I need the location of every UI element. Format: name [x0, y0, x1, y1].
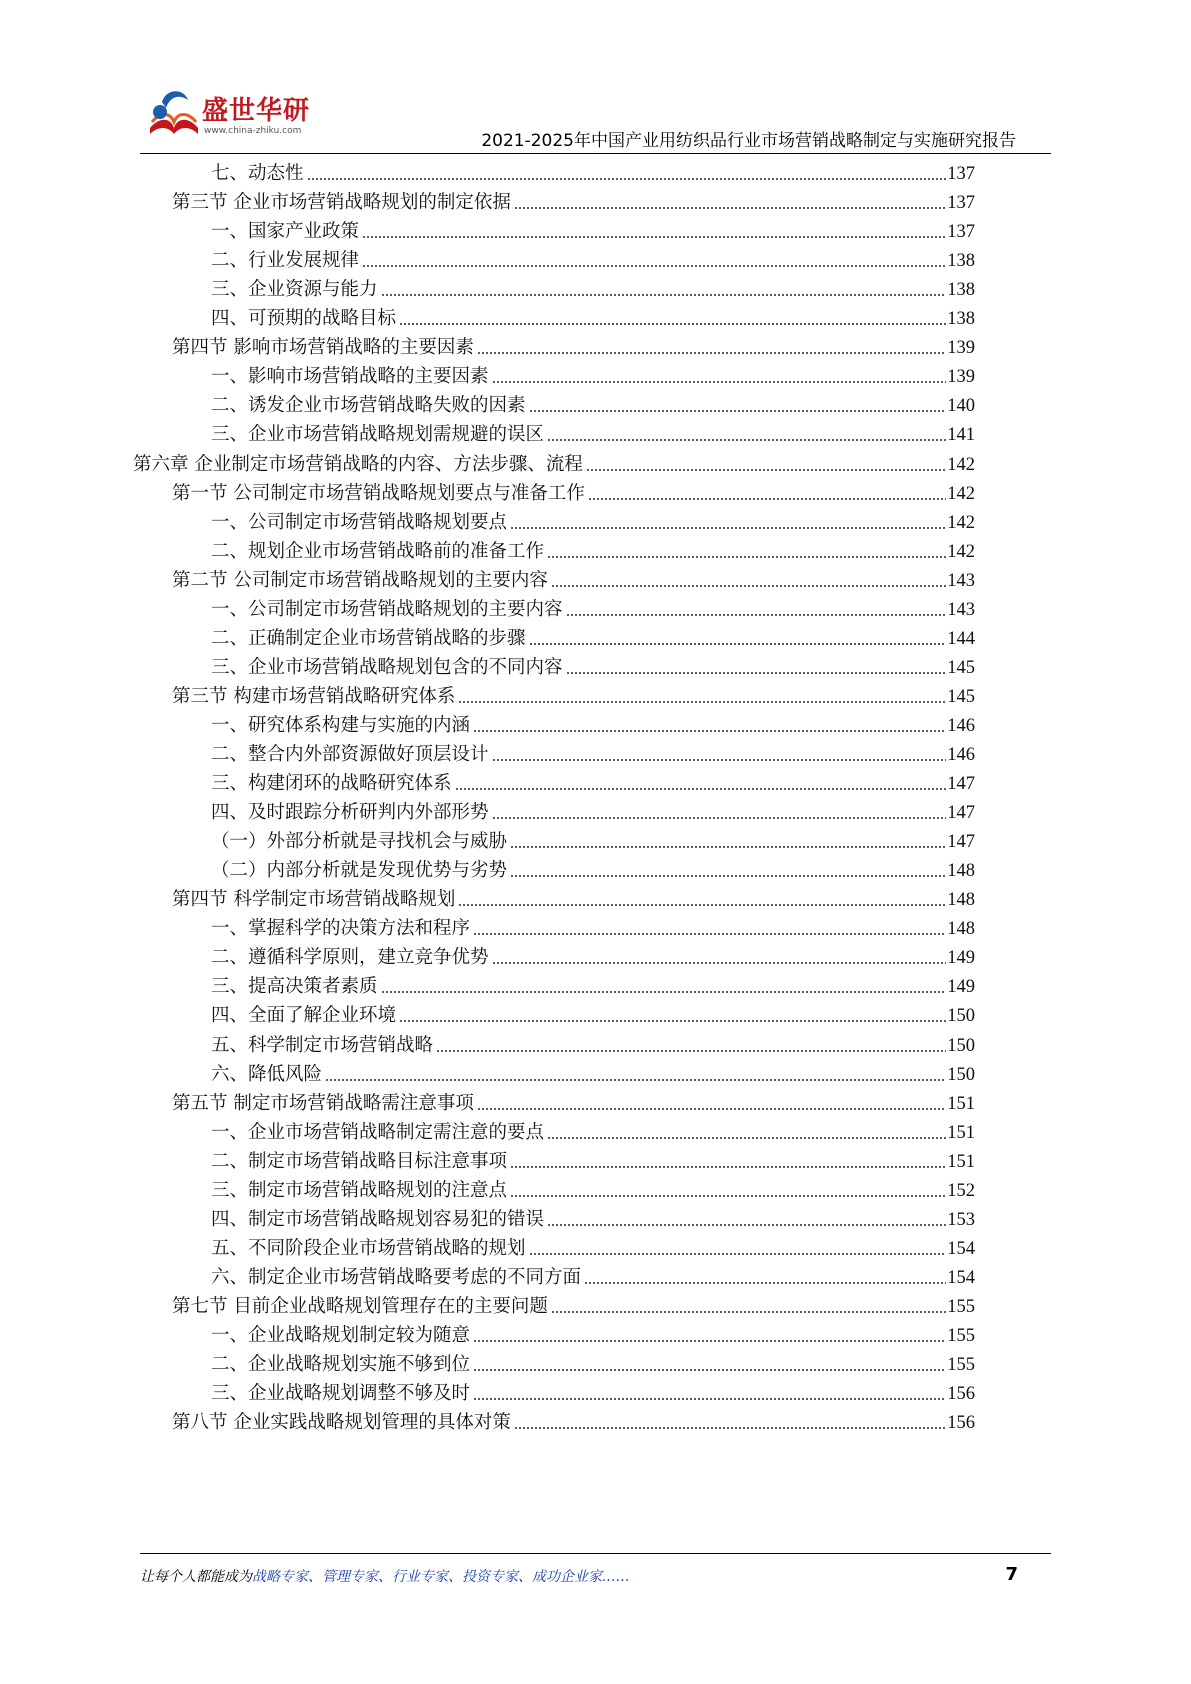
toc-entry-title: 第三节 企业市场营销战略规划的制定依据 [172, 192, 511, 214]
toc-dot-leader [381, 986, 947, 994]
toc-entry-page: 147 [947, 803, 975, 824]
toc-entry-page: 146 [947, 745, 975, 765]
toc-entry-page: 151 [947, 1093, 975, 1114]
toc-dot-leader [584, 1277, 946, 1285]
toc-dot-leader [458, 899, 946, 907]
toc-entry[interactable] [172, 333, 975, 363]
toc-entry[interactable] [133, 450, 975, 480]
toc-entry-page: 139 [947, 367, 975, 388]
toc-entry[interactable] [211, 914, 975, 944]
toc-entry[interactable] [211, 217, 975, 247]
toc-entry[interactable] [172, 885, 975, 915]
toc-entry-page: 138 [947, 280, 975, 301]
toc-entry-page: 145 [947, 686, 975, 707]
toc-entry-title: 三、提高决策者素质 [211, 976, 378, 998]
toc-entry-title: 二、规划企业市场营销战略前的准备工作 [211, 540, 545, 562]
toc-entry[interactable] [172, 1292, 975, 1322]
logo-name: 盛世华研 [202, 96, 311, 126]
toc-entry-page: 149 [947, 948, 975, 969]
toc-entry[interactable] [172, 1089, 975, 1119]
toc-entry[interactable] [211, 1060, 975, 1090]
toc-entry-title: 第八节 企业实践战略规划管理的具体对策 [172, 1412, 511, 1434]
toc-entry[interactable] [211, 275, 975, 305]
toc-entry-page: 138 [947, 251, 975, 272]
toc-entry[interactable] [211, 827, 975, 857]
toc-entry-title: 三、企业市场营销战略规划需规避的误区 [211, 424, 545, 446]
toc-entry-page: 146 [947, 715, 975, 736]
toc-dot-leader [492, 376, 947, 384]
toc-entry[interactable] [211, 1321, 975, 1351]
toc-entry[interactable] [211, 1234, 975, 1264]
toc-entry[interactable] [211, 391, 975, 421]
toc-entry-page: 155 [947, 1326, 975, 1346]
toc-entry-title: 一、掌握科学的决策方法和程序 [211, 918, 471, 940]
toc-entry-page: 153 [947, 1209, 975, 1230]
toc-entry-page: 143 [947, 599, 975, 620]
toc-entry-title: 七、动态性 [211, 163, 304, 184]
toc-entry-page: 142 [947, 483, 975, 504]
toc-dot-leader [510, 870, 946, 878]
toc-dot-leader [473, 1335, 946, 1343]
toc-dot-leader [473, 1364, 946, 1372]
toc-entry[interactable] [172, 1408, 975, 1438]
toc-dot-leader [547, 1219, 946, 1227]
toc-dot-leader [551, 580, 946, 588]
toc-dot-leader [514, 1422, 946, 1430]
toc-entry-title: 五、不同阶段企业市场营销战略的规划 [211, 1237, 526, 1259]
toc-dot-leader [458, 696, 946, 704]
logo-url: www.china-zhiku.com [204, 126, 302, 136]
toc-entry-title: 第一节 公司制定市场营销战略规划要点与准备工作 [172, 482, 585, 504]
toc-entry-title: （一）外部分析就是寻找机会与威胁 [211, 831, 508, 853]
toc-entry-page: 155 [947, 1296, 975, 1317]
toc-entry[interactable] [211, 1031, 975, 1061]
toc-entry[interactable] [211, 420, 975, 450]
toc-entry-title: 二、制定市场营销战略目标注意事项 [211, 1150, 508, 1172]
toc-entry-title: 四、全面了解企业环境 [211, 1005, 397, 1027]
toc-entry-title: 三、制定市场营销战略规划的注意点 [211, 1179, 508, 1201]
toc-entry-title: 四、制定市场营销战略规划容易犯的错误 [211, 1208, 545, 1230]
toc-dot-leader [529, 1248, 947, 1256]
toc-entry-page: 142 [947, 512, 975, 533]
toc-dot-leader [566, 667, 947, 675]
toc-entry-page: 145 [947, 657, 975, 678]
toc-entry-title: 第二节 公司制定市场营销战略规划的主要内容 [172, 569, 548, 591]
toc-entry-page: 148 [947, 890, 975, 911]
toc-entry-title: 六、制定企业市场营销战略要考虑的不同方面 [211, 1266, 582, 1288]
toc-entry-title: 三、企业战略规划调整不够及时 [211, 1383, 471, 1405]
footer-slogan [140, 1566, 630, 1586]
toc-entry-page: 150 [947, 1006, 975, 1027]
toc-entry[interactable] [211, 1147, 975, 1177]
toc-entry[interactable] [211, 1205, 975, 1235]
toc-entry[interactable] [211, 537, 975, 567]
toc-entry-page: 156 [947, 1384, 975, 1405]
toc-dot-leader [492, 957, 947, 965]
toc-dot-leader [551, 1306, 946, 1314]
toc-dot-leader [510, 1190, 946, 1198]
book-logo-icon [140, 82, 204, 146]
toc-entry-title: 一、企业战略规划制定较为随意 [211, 1325, 471, 1346]
toc-entry-page: 139 [947, 338, 975, 359]
toc-entry-page: 151 [947, 1122, 975, 1143]
toc-dot-leader [510, 841, 946, 849]
toc-entry-page: 154 [947, 1238, 975, 1259]
toc-entry[interactable] [211, 159, 975, 189]
toc-entry-page: 137 [947, 193, 975, 214]
toc-entry-title: 二、遵循科学原则，建立竞争优势 [211, 947, 489, 969]
toc-dot-leader [529, 405, 947, 413]
toc-entry-page: 151 [947, 1151, 975, 1172]
toc-entry-title: 第七节 目前企业战略规划管理存在的主要问题 [172, 1295, 548, 1317]
toc-entry[interactable] [172, 682, 975, 712]
toc-dot-leader [510, 1161, 946, 1169]
toc-dot-leader [566, 609, 947, 617]
toc-entry-page: 155 [947, 1355, 975, 1376]
toc-entry-title: 一、企业市场营销战略制定需注意的要点 [211, 1121, 545, 1143]
toc-entry-title: 三、企业市场营销战略规划包含的不同内容 [211, 656, 563, 678]
toc-entry[interactable] [211, 711, 975, 741]
toc-dot-leader [325, 1074, 946, 1082]
toc-entry[interactable] [172, 479, 975, 509]
company-logo [140, 82, 310, 152]
toc-entry-title: 第五节 制定市场营销战略需注意事项 [172, 1092, 474, 1114]
toc-dot-leader [547, 551, 946, 559]
toc-entry-title: 二、诱发企业市场营销战略失败的因素 [211, 395, 526, 417]
toc-entry[interactable] [211, 798, 975, 828]
toc-entry-title: 二、行业发展规律 [211, 250, 360, 272]
toc-entry-title: 一、国家产业政策 [211, 221, 360, 243]
toc-entry[interactable] [211, 972, 975, 1002]
toc-dot-leader [492, 754, 947, 762]
toc-entry[interactable] [211, 1118, 975, 1148]
toc-entry-page: 143 [947, 570, 975, 591]
toc-entry[interactable] [211, 856, 975, 886]
toc-entry-page: 150 [947, 1064, 975, 1085]
toc-entry-title: 二、整合内外部资源做好顶层设计 [211, 744, 489, 765]
toc-dot-leader [473, 725, 946, 733]
report-title: 2021-2025年中国产业用纺织品行业市场营销战略制定与实施研究报告 [481, 131, 1016, 151]
page-number: 7 [1005, 1564, 1018, 1585]
toc-entry-page: 148 [947, 919, 975, 940]
toc-entry-title: 第三节 构建市场营销战略研究体系 [172, 685, 456, 707]
page-header [0, 0, 1191, 150]
toc-entry-page: 147 [947, 774, 975, 795]
toc-dot-leader [399, 1015, 946, 1023]
toc-entry-title: 四、及时跟踪分析研判内外部形势 [211, 802, 489, 824]
toc-entry-title: （二）内部分析就是发现优势与劣势 [211, 860, 508, 882]
toc-entry-page: 156 [947, 1413, 975, 1434]
toc-entry-title: 一、影响市场营销战略的主要因素 [211, 366, 489, 388]
toc-entry[interactable] [211, 943, 975, 973]
toc-entry[interactable] [211, 769, 975, 799]
toc-dot-leader [588, 493, 946, 501]
toc-dot-leader [477, 1103, 946, 1111]
toc-entry[interactable] [172, 566, 975, 596]
toc-entry-title: 四、可预期的战略目标 [211, 308, 397, 330]
toc-entry-page: 148 [947, 861, 975, 882]
toc-entry[interactable] [211, 1379, 975, 1409]
toc-dot-leader [362, 231, 946, 239]
toc-entry[interactable] [211, 1176, 975, 1206]
toc-dot-leader [307, 173, 947, 181]
toc-entry[interactable] [211, 1263, 975, 1293]
toc-entry-title: 六、降低风险 [211, 1063, 323, 1085]
toc-entry-page: 137 [947, 164, 975, 184]
toc-dot-leader [547, 1132, 946, 1140]
header-divider [140, 153, 1051, 154]
toc-dot-leader [510, 522, 946, 530]
toc-entry[interactable] [211, 508, 975, 538]
toc-entry-page: 138 [947, 309, 975, 330]
toc-entry-page: 147 [947, 832, 975, 853]
toc-entry-page: 152 [947, 1180, 975, 1201]
toc-entry-page: 137 [947, 222, 975, 243]
toc-entry-page: 142 [947, 541, 975, 562]
toc-entry[interactable] [211, 595, 975, 625]
toc-entry-title: 三、企业资源与能力 [211, 279, 378, 301]
toc-entry[interactable] [211, 624, 975, 654]
toc-entry[interactable] [211, 304, 975, 334]
toc-entry-title: 五、科学制定市场营销战略 [211, 1034, 434, 1056]
toc-entry-title: 一、研究体系构建与实施的内涵 [211, 714, 471, 736]
toc-dot-leader [399, 318, 946, 326]
footer-slogan-prefix: 让每个人都能成为 [140, 1569, 252, 1585]
toc-entry[interactable] [211, 740, 975, 770]
toc-entry[interactable] [211, 1001, 975, 1031]
toc-entry-page: 140 [947, 396, 975, 417]
toc-entry-page: 144 [947, 628, 975, 649]
toc-dot-leader [586, 464, 946, 472]
toc-entry-title: 第四节 科学制定市场营销战略规划 [172, 889, 456, 911]
toc-entry-title: 二、正确制定企业市场营销战略的步骤 [211, 627, 526, 649]
toc-entry-page: 154 [947, 1267, 975, 1288]
toc-entry[interactable] [172, 188, 975, 218]
toc-entry-page: 141 [947, 425, 975, 446]
toc-dot-leader [473, 928, 946, 936]
toc-entry-page: 149 [947, 977, 975, 998]
toc-dot-leader [381, 289, 947, 297]
toc-dot-leader [547, 434, 946, 442]
footer-divider [140, 1553, 1051, 1554]
toc-entry-title: 一、公司制定市场营销战略规划要点 [211, 511, 508, 533]
toc-entry-title: 二、企业战略规划实施不够到位 [211, 1354, 471, 1376]
toc-entry-page: 142 [947, 454, 975, 475]
toc-dot-leader [362, 260, 946, 268]
toc-entry[interactable] [211, 1350, 975, 1380]
footer-slogan-highlight: 战略专家、管理专家、行业专家、投资专家、成功企业家…… [252, 1569, 630, 1585]
toc-entry-title: 第四节 影响市场营销战略的主要因素 [172, 337, 474, 359]
toc-dot-leader [492, 812, 947, 820]
toc-entry-title: 第六章 企业制定市场营销战略的内容、方法步骤、流程 [133, 453, 583, 475]
toc-dot-leader [529, 638, 947, 646]
toc-entry[interactable] [211, 653, 975, 683]
toc-dot-leader [477, 347, 946, 355]
toc-dot-leader [514, 202, 946, 210]
toc-entry[interactable] [211, 246, 975, 276]
toc-dot-leader [436, 1045, 946, 1053]
toc-entry-page: 150 [947, 1035, 975, 1056]
toc-dot-leader [455, 783, 947, 791]
toc-dot-leader [473, 1393, 946, 1401]
toc-entry[interactable] [211, 362, 975, 392]
toc-entry-title: 一、公司制定市场营销战略规划的主要内容 [211, 598, 563, 620]
toc-entry-title: 三、构建闭环的战略研究体系 [211, 773, 452, 795]
